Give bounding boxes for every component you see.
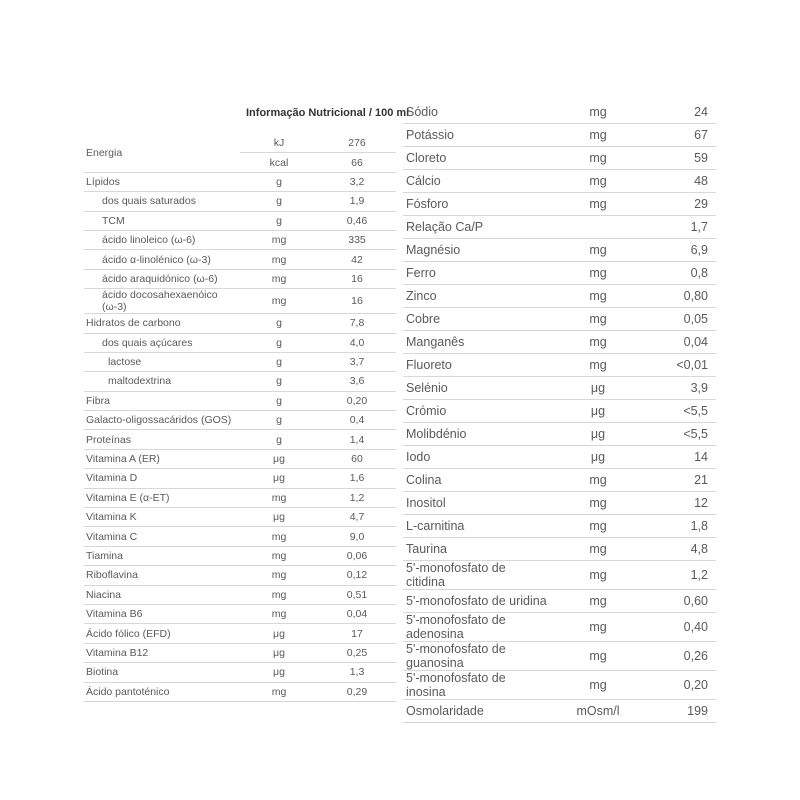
table-row xyxy=(403,492,716,515)
nutrient-value: 24 xyxy=(648,101,716,124)
table-row xyxy=(84,192,396,211)
nutrient-value: 0,8 xyxy=(648,262,716,285)
nutrient-name: maltodextrina xyxy=(84,372,240,391)
nutrient-value: 21 xyxy=(648,469,716,492)
nutrient-name: Vitamina B12 xyxy=(84,643,240,662)
nutrient-value: 42 xyxy=(318,250,396,269)
nutrient-unit: μg xyxy=(240,624,318,643)
nutrient-unit: mg xyxy=(548,285,648,308)
nutrient-name: dos quais saturados xyxy=(84,192,240,211)
nutrient-unit: g xyxy=(240,211,318,230)
nutrient-unit: mg xyxy=(548,561,648,590)
nutrient-unit: g xyxy=(240,333,318,352)
nutrient-value: 66 xyxy=(318,153,396,172)
nutrient-value: 17 xyxy=(318,624,396,643)
nutrient-unit: μg xyxy=(548,423,648,446)
nutrient-value: 0,40 xyxy=(648,613,716,642)
nutrient-name: 5'-monofosfato de guanosina xyxy=(403,642,548,671)
nutrient-unit: mg xyxy=(240,604,318,623)
table-row xyxy=(84,269,396,288)
nutrient-value: 7,8 xyxy=(318,314,396,333)
nutrient-value: 59 xyxy=(648,147,716,170)
table-row xyxy=(84,508,396,527)
nutrient-name: Fluoreto xyxy=(403,354,548,377)
nutrient-name: Vitamina E (α-ET) xyxy=(84,488,240,507)
nutrient-name: Ácido pantoténico xyxy=(84,682,240,701)
nutrient-unit: mg xyxy=(548,492,648,515)
nutrient-unit: mg xyxy=(240,682,318,701)
nutrient-unit: μg xyxy=(548,400,648,423)
nutrient-unit: mg xyxy=(240,289,318,314)
nutrient-name: Riboflavina xyxy=(84,566,240,585)
nutrient-value: 6,9 xyxy=(648,239,716,262)
nutrient-value: 1,4 xyxy=(318,430,396,449)
nutrient-name: ácido linoleico (ω-6) xyxy=(84,230,240,249)
nutrient-value: 276 xyxy=(318,134,396,153)
nutrient-value: 3,2 xyxy=(318,172,396,191)
nutrient-name: dos quais açúcares xyxy=(84,333,240,352)
nutrient-value: 1,8 xyxy=(648,515,716,538)
nutrient-unit: mg xyxy=(548,671,648,700)
nutrient-name: Lípidos xyxy=(84,172,240,191)
table-row xyxy=(84,469,396,488)
nutrient-unit: mg xyxy=(548,170,648,193)
nutrient-unit: μg xyxy=(240,469,318,488)
table-row xyxy=(403,124,716,147)
table-row xyxy=(403,400,716,423)
nutrient-name: Hidratos de carbono xyxy=(84,314,240,333)
nutrient-name: L-carnitina xyxy=(403,515,548,538)
table-row xyxy=(84,314,396,333)
nutrient-unit: mg xyxy=(548,124,648,147)
table-row xyxy=(84,488,396,507)
table-row xyxy=(84,352,396,371)
table-row xyxy=(84,134,396,153)
table-row xyxy=(403,193,716,216)
nutrient-value: 0,25 xyxy=(318,643,396,662)
nutrient-unit: mg xyxy=(548,590,648,613)
nutrient-value: 0,51 xyxy=(318,585,396,604)
nutrient-value: 3,6 xyxy=(318,372,396,391)
table-row xyxy=(84,585,396,604)
nutrient-name: Zinco xyxy=(403,285,548,308)
table-row xyxy=(84,546,396,565)
table-row xyxy=(403,590,716,613)
table-row xyxy=(84,682,396,701)
nutrient-value: 3,7 xyxy=(318,352,396,371)
nutrient-value: 4,7 xyxy=(318,508,396,527)
nutrient-name: Galacto-oligossacáridos (GOS) xyxy=(84,411,240,430)
nutrient-value: 335 xyxy=(318,230,396,249)
nutrient-unit: mg xyxy=(240,269,318,288)
table-row xyxy=(403,613,716,642)
table-row xyxy=(84,289,396,314)
nutrient-value: 4,0 xyxy=(318,333,396,352)
nutrient-value: 16 xyxy=(318,269,396,288)
table-row xyxy=(403,216,716,239)
nutrient-value: 0,29 xyxy=(318,682,396,701)
table-row xyxy=(403,423,716,446)
table-row xyxy=(84,172,396,191)
nutrient-name: 5'-monofosfato de inosina xyxy=(403,671,548,700)
nutrient-value: 0,80 xyxy=(648,285,716,308)
nutrient-name: ácido α-linolénico (ω-3) xyxy=(84,250,240,269)
table-row xyxy=(403,515,716,538)
nutrient-name: Fibra xyxy=(84,391,240,410)
nutrient-value: 9,0 xyxy=(318,527,396,546)
nutrient-name: Molibdénio xyxy=(403,423,548,446)
nutrient-unit: mg xyxy=(240,250,318,269)
nutrient-unit: mg xyxy=(548,101,648,124)
nutrient-name: Cobre xyxy=(403,308,548,331)
table-row xyxy=(84,624,396,643)
nutrient-name: Vitamina K xyxy=(84,508,240,527)
nutrient-value: 67 xyxy=(648,124,716,147)
table-row xyxy=(403,101,716,124)
nutrient-value: 16 xyxy=(318,289,396,314)
table-row xyxy=(84,333,396,352)
nutrient-value: 4,8 xyxy=(648,538,716,561)
nutrient-value: 1,2 xyxy=(318,488,396,507)
nutrient-unit: μg xyxy=(240,663,318,682)
nutrient-value: 0,04 xyxy=(648,331,716,354)
nutrient-unit: mg xyxy=(548,642,648,671)
table-row xyxy=(84,372,396,391)
table-row xyxy=(403,239,716,262)
nutrient-value: 0,26 xyxy=(648,642,716,671)
nutrient-name: Energia xyxy=(84,134,240,172)
nutrient-name: Selénio xyxy=(403,377,548,400)
nutrient-unit: mg xyxy=(548,308,648,331)
nutrient-value: 1,2 xyxy=(648,561,716,590)
table-row xyxy=(84,449,396,468)
table-row xyxy=(84,663,396,682)
nutrient-name: Potássio xyxy=(403,124,548,147)
nutrient-value: 199 xyxy=(648,700,716,723)
table-title: Informação Nutricional / 100 ml xyxy=(246,107,410,119)
table-row xyxy=(403,642,716,671)
nutrient-unit: kcal xyxy=(240,153,318,172)
nutrient-value: 48 xyxy=(648,170,716,193)
table-row xyxy=(403,170,716,193)
nutrient-name: Fósforo xyxy=(403,193,548,216)
nutrient-unit: mg xyxy=(548,262,648,285)
nutrient-unit: g xyxy=(240,352,318,371)
table-row xyxy=(403,561,716,590)
nutrient-unit: g xyxy=(240,192,318,211)
nutrient-name: Proteínas xyxy=(84,430,240,449)
nutrient-value: 0,20 xyxy=(648,671,716,700)
nutrient-value: 1,7 xyxy=(648,216,716,239)
nutrient-name: Cálcio xyxy=(403,170,548,193)
nutrient-value: 1,9 xyxy=(318,192,396,211)
nutrient-name: TCM xyxy=(84,211,240,230)
nutrient-name: Vitamina D xyxy=(84,469,240,488)
nutrient-name: Iodo xyxy=(403,446,548,469)
table-row xyxy=(84,604,396,623)
nutrient-name: 5'-monofosfato de citidina xyxy=(403,561,548,590)
nutrient-name: Sódio xyxy=(403,101,548,124)
nutrient-unit: mg xyxy=(240,527,318,546)
table-row xyxy=(403,538,716,561)
nutrient-value: 0,04 xyxy=(318,604,396,623)
nutrient-unit: mg xyxy=(240,488,318,507)
nutrient-name: lactose xyxy=(84,352,240,371)
nutrient-unit: μg xyxy=(240,643,318,662)
nutrient-unit: g xyxy=(240,391,318,410)
table-row xyxy=(403,262,716,285)
nutrient-unit: mg xyxy=(548,354,648,377)
nutrient-value: <0,01 xyxy=(648,354,716,377)
table-row xyxy=(84,391,396,410)
table-row xyxy=(403,671,716,700)
nutrient-name: Relação Ca/P xyxy=(403,216,548,239)
nutrient-unit: μg xyxy=(240,449,318,468)
nutrient-unit: mg xyxy=(240,230,318,249)
nutrient-name: Ferro xyxy=(403,262,548,285)
table-row xyxy=(84,430,396,449)
nutrient-name: 5'-monofosfato de uridina xyxy=(403,590,548,613)
nutrient-unit: μg xyxy=(548,377,648,400)
nutrient-value: 60 xyxy=(318,449,396,468)
nutrient-unit: mg xyxy=(548,613,648,642)
table-row xyxy=(84,527,396,546)
nutrient-name: Biotina xyxy=(84,663,240,682)
nutrient-unit: g xyxy=(240,172,318,191)
nutrient-unit: mg xyxy=(548,331,648,354)
nutrient-unit: mg xyxy=(548,239,648,262)
table-row xyxy=(403,354,716,377)
table-row xyxy=(403,469,716,492)
nutrient-name: ácido araquidónico (ω-6) xyxy=(84,269,240,288)
nutrient-name: Taurina xyxy=(403,538,548,561)
nutrient-name: Manganês xyxy=(403,331,548,354)
table-row xyxy=(84,250,396,269)
nutrient-name: Vitamina A (ER) xyxy=(84,449,240,468)
nutrient-value: 0,05 xyxy=(648,308,716,331)
nutrient-value: 3,9 xyxy=(648,377,716,400)
nutrient-unit: g xyxy=(240,314,318,333)
nutrient-name: Colina xyxy=(403,469,548,492)
table-row xyxy=(84,643,396,662)
nutrient-unit: mg xyxy=(548,193,648,216)
nutrient-value: 0,4 xyxy=(318,411,396,430)
table-row xyxy=(403,377,716,400)
nutrient-value: 0,12 xyxy=(318,566,396,585)
nutrient-name: Osmolaridade xyxy=(403,700,548,723)
nutrient-value: <5,5 xyxy=(648,423,716,446)
table-row xyxy=(84,411,396,430)
nutrition-table-left xyxy=(84,134,396,702)
table-row xyxy=(403,308,716,331)
nutrient-value: <5,5 xyxy=(648,400,716,423)
nutrient-value: 1,3 xyxy=(318,663,396,682)
nutrient-name: Tiamina xyxy=(84,546,240,565)
nutrient-unit: μg xyxy=(240,508,318,527)
nutrient-unit: mg xyxy=(548,469,648,492)
nutrient-value: 0,60 xyxy=(648,590,716,613)
table-row xyxy=(403,446,716,469)
nutrient-name: Ácido fólico (EFD) xyxy=(84,624,240,643)
nutrient-name: Cloreto xyxy=(403,147,548,170)
nutrient-unit: mg xyxy=(548,515,648,538)
table-row xyxy=(403,285,716,308)
nutrient-name: 5'-monofosfato de adenosina xyxy=(403,613,548,642)
nutrient-value: 1,6 xyxy=(318,469,396,488)
nutrient-value: 12 xyxy=(648,492,716,515)
nutrient-unit: g xyxy=(240,372,318,391)
nutrient-unit: mg xyxy=(240,585,318,604)
nutrient-unit xyxy=(548,216,648,239)
nutrient-unit: kJ xyxy=(240,134,318,153)
nutrient-unit: g xyxy=(240,430,318,449)
nutrient-unit: μg xyxy=(548,446,648,469)
nutrient-name: Niacina xyxy=(84,585,240,604)
table-row xyxy=(84,566,396,585)
nutrient-value: 0,06 xyxy=(318,546,396,565)
nutrient-name: Vitamina B6 xyxy=(84,604,240,623)
nutrient-value: 29 xyxy=(648,193,716,216)
nutrient-unit: g xyxy=(240,411,318,430)
nutrient-name: Vitamina C xyxy=(84,527,240,546)
nutrient-unit: mg xyxy=(548,538,648,561)
nutrient-name: Inositol xyxy=(403,492,548,515)
nutrient-name: Magnésio xyxy=(403,239,548,262)
table-row xyxy=(403,700,716,723)
nutrient-unit: mg xyxy=(548,147,648,170)
table-row xyxy=(403,147,716,170)
nutrient-unit: mg xyxy=(240,546,318,565)
nutrition-table-right xyxy=(403,101,716,723)
table-row xyxy=(84,211,396,230)
nutrient-name: Crómio xyxy=(403,400,548,423)
nutrient-unit: mOsm/l xyxy=(548,700,648,723)
table-row xyxy=(403,331,716,354)
nutrient-value: 14 xyxy=(648,446,716,469)
nutrient-name: ácido docosahexaenóico (ω-3) xyxy=(84,289,240,314)
nutrient-value: 0,20 xyxy=(318,391,396,410)
nutrient-value: 0,46 xyxy=(318,211,396,230)
nutrient-unit: mg xyxy=(240,566,318,585)
table-row xyxy=(84,230,396,249)
